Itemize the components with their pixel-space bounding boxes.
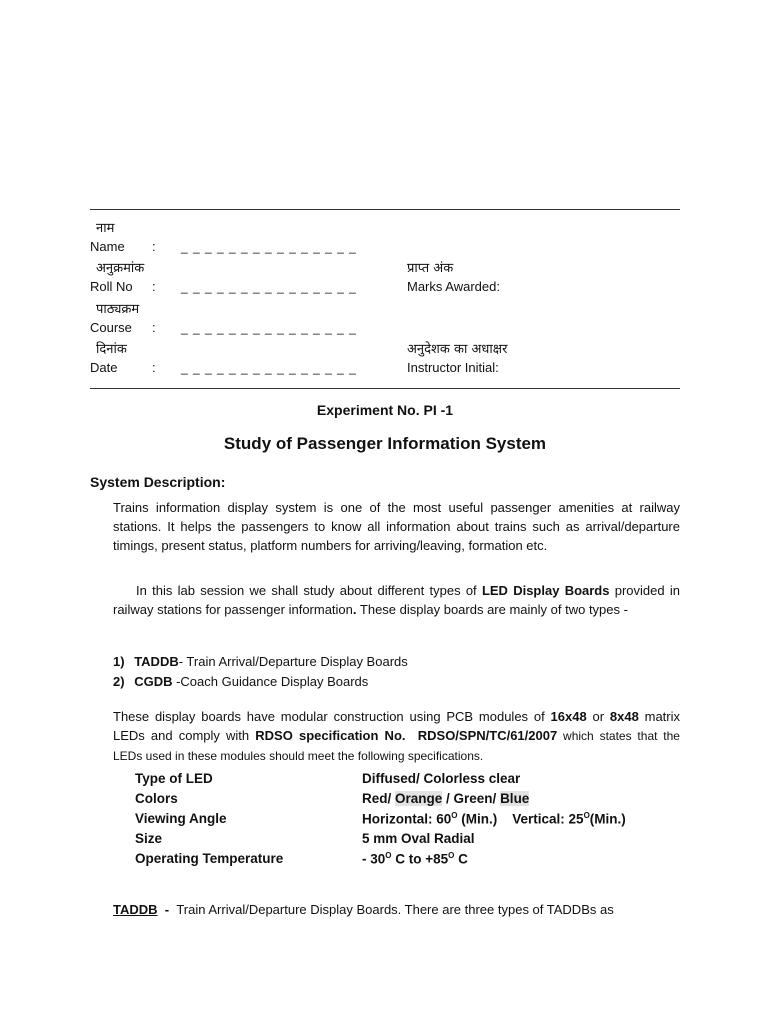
color-blue: Blue — [500, 791, 530, 806]
list-abbr: TADDB — [134, 654, 179, 669]
para3-b1: 16x48 — [550, 709, 587, 724]
bottom-rule — [90, 388, 680, 389]
temp-unit: C — [454, 851, 468, 867]
para3-b4: RDSO/SPN/TC/61/2007 — [417, 728, 558, 743]
course-label: Course — [90, 320, 132, 335]
para2-bold: LED Display Boards — [481, 583, 610, 598]
list-number: 1) — [113, 654, 125, 669]
spec-type-value: Diffused/ Colorless clear — [362, 771, 521, 786]
para3-b2: 8x48 — [609, 709, 639, 724]
list-text: -Coach Guidance Display Boards — [172, 674, 369, 689]
para3-b3: RDSO specification No. — [255, 728, 406, 743]
spec-angle-label: Viewing Angle — [135, 811, 227, 826]
list-item — [113, 674, 368, 689]
course-blank[interactable]: _ _ _ _ _ _ _ _ _ _ _ _ _ _ _ — [181, 321, 357, 335]
list-item — [113, 654, 408, 669]
marks-awarded-label: Marks Awarded: — [407, 279, 500, 294]
course-colon: : — [152, 320, 156, 335]
date-blank[interactable]: _ _ _ _ _ _ _ _ _ _ _ _ _ _ _ — [181, 361, 357, 375]
page-title: Study of Passenger Information System — [223, 434, 547, 453]
paragraph-description: Trains information display system is one of the most useful passenger amenities at railway stations. It helps the passengers to know all information about trains such as arrival/departure timings, present status, platform numbers for arriving/leaving, formation etc. — [113, 500, 680, 553]
para2-dot: . — [352, 602, 357, 617]
section-heading: System Description: — [90, 474, 226, 490]
degree-sign: O — [451, 811, 458, 820]
spec-size-value: 5 mm Oval Radial — [362, 831, 475, 846]
top-rule — [90, 209, 680, 210]
temp-max: C to +85 — [391, 851, 449, 867]
temp-min: - 30 — [362, 851, 386, 867]
angle-horizontal-unit: (Min.) — [457, 811, 498, 827]
spec-type-label: Type of LED — [135, 771, 213, 786]
degree-sign: O — [583, 811, 590, 820]
degree-sign: O — [448, 851, 455, 860]
name-label: Name — [90, 239, 125, 254]
date-colon: : — [152, 360, 156, 375]
rollno-label: Roll No — [90, 279, 133, 294]
spec-size-label: Size — [135, 831, 163, 846]
paragraph-modules — [113, 707, 680, 766]
list-abbr: CGDB — [134, 674, 173, 689]
spec-colors-value — [362, 791, 529, 806]
angle-horizontal: Horizontal: 60 — [362, 811, 452, 827]
instructor-hindi-label: अनुदेशक का अधाक्षर — [407, 342, 508, 357]
rollno-colon: : — [152, 279, 156, 294]
paragraph-lab-session — [113, 581, 680, 619]
spec-angle-value — [362, 811, 626, 827]
name-colon: : — [152, 239, 156, 254]
color-red: Red/ — [362, 791, 396, 806]
date-hindi-label: दिनांक — [96, 342, 127, 357]
rollno-blank[interactable]: _ _ _ _ _ _ _ _ _ _ _ _ _ _ _ — [181, 280, 357, 294]
rollno-hindi-label: अनुक्रमांक — [96, 261, 145, 276]
angle-vertical-unit: (Min.) — [589, 811, 626, 827]
para2-mid: provided in railway stations for passenger information — [113, 583, 680, 617]
para3-t2: or — [586, 709, 610, 724]
para3-t4: which states that the LEDs used in these modules should meet the following specifications. — [113, 729, 680, 763]
date-label: Date — [90, 360, 118, 375]
name-hindi-label: नाम — [96, 221, 115, 236]
color-orange: Orange — [395, 791, 443, 806]
para3-t1: These display boards have modular construction using PCB modules of — [113, 709, 551, 724]
taddb-dash: - — [164, 902, 170, 917]
course-hindi-label: पाठ्यक्रम — [96, 302, 140, 317]
degree-sign: O — [385, 851, 392, 860]
taddb-abbr: TADDB — [113, 902, 158, 917]
spec-temp-value — [362, 851, 468, 867]
list-text: - Train Arrival/Departure Display Boards — [178, 654, 408, 669]
name-blank[interactable]: _ _ _ _ _ _ _ _ _ _ _ _ _ _ _ — [181, 240, 357, 254]
spec-colors-label: Colors — [135, 791, 178, 806]
list-number: 2) — [113, 674, 125, 689]
marks-hindi-label: प्राप्त अंक — [407, 261, 454, 276]
para2-post: These display boards are mainly of two types - — [356, 602, 628, 617]
spec-temp-label: Operating Temperature — [135, 851, 284, 866]
para2-pre: In this lab session we shall study about different types of — [136, 583, 482, 598]
para3-t3: matrix LEDs and comply with — [113, 709, 680, 743]
angle-vertical: Vertical: 25 — [512, 811, 584, 827]
taddb-text: Train Arrival/Departure Display Boards. There are three types of TADDBs as — [176, 902, 614, 917]
instructor-initial-label: Instructor Initial: — [407, 360, 499, 375]
color-green: / Green/ — [442, 791, 501, 806]
experiment-number: Experiment No. PI -1 — [316, 402, 454, 418]
taddb-line — [113, 902, 614, 917]
